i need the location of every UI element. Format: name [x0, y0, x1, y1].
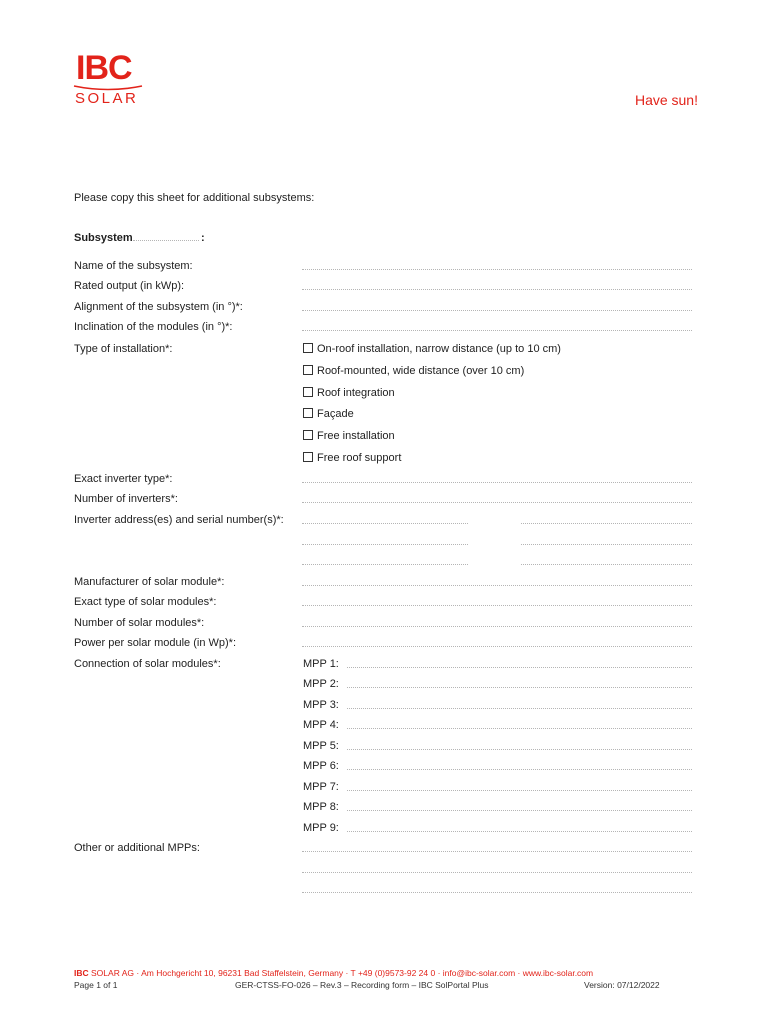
checkbox-icon[interactable]	[303, 343, 313, 353]
mpp-1-field[interactable]	[347, 667, 692, 668]
inverter-count-label: Number of inverters*:	[74, 493, 178, 505]
mpp-3-field[interactable]	[347, 708, 692, 709]
module-manufacturer-label: Manufacturer of solar module*:	[74, 576, 225, 588]
option-on-roof[interactable]: On-roof installation, narrow distance (up to 10 cm)	[303, 342, 561, 356]
alignment-field[interactable]	[302, 310, 692, 311]
inverter-address-field-2b[interactable]	[521, 544, 692, 545]
mpp-6-field[interactable]	[347, 769, 692, 770]
other-mpps-field-1[interactable]	[302, 851, 692, 852]
mpp-7-label: MPP 7:	[303, 781, 339, 793]
footer-company-details: SOLAR AG · Am Hochgericht 10, 96231 Bad Staffelstein, Germany · T +49 (0)9573-92 24 0 · info@ibc-solar.com · www.ibc-solar.com	[91, 968, 594, 978]
mpp-7-field[interactable]	[347, 790, 692, 791]
rated-output-field[interactable]	[302, 289, 692, 290]
name-label: Name of the subsystem:	[74, 260, 193, 272]
checkbox-icon[interactable]	[303, 452, 313, 462]
inverter-address-field-3b[interactable]	[521, 564, 692, 565]
mpp-5-label: MPP 5:	[303, 740, 339, 752]
option-roof-integration[interactable]: Roof integration	[303, 386, 395, 400]
footer-doc-ref: GER-CTSS-FO-026 – Rev.3 – Recording form – IBC SolPortal Plus	[235, 980, 489, 990]
module-type-field[interactable]	[302, 605, 692, 606]
intro-text: Please copy this sheet for additional subsystems:	[74, 192, 315, 204]
slogan: Have sun!	[634, 92, 698, 108]
option-facade[interactable]: Façade	[303, 407, 354, 421]
option-free-roof-support[interactable]: Free roof support	[303, 451, 401, 465]
footer-version: Version: 07/12/2022	[584, 980, 660, 990]
module-power-field[interactable]	[302, 646, 692, 647]
alignment-label: Alignment of the subsystem (in °)*:	[74, 301, 243, 313]
inverter-type-field[interactable]	[302, 482, 692, 483]
inverter-type-label: Exact inverter type*:	[74, 473, 173, 485]
mpp-1-label: MPP 1:	[303, 658, 339, 670]
inverter-address-field-2a[interactable]	[302, 544, 468, 545]
inverter-count-field[interactable]	[302, 502, 692, 503]
module-manufacturer-field[interactable]	[302, 585, 692, 586]
mpp-4-field[interactable]	[347, 728, 692, 729]
mpp-9-field[interactable]	[347, 831, 692, 832]
subsystem-number-field[interactable]	[133, 240, 199, 241]
ibc-solar-logo	[72, 50, 147, 110]
mpp-8-field[interactable]	[347, 810, 692, 811]
checkbox-icon[interactable]	[303, 365, 313, 375]
subsystem-label: Subsystem	[74, 232, 133, 244]
other-mpps-field-3[interactable]	[302, 892, 692, 893]
inclination-label: Inclination of the modules (in °)*:	[74, 321, 233, 333]
checkbox-icon[interactable]	[303, 387, 313, 397]
inclination-field[interactable]	[302, 330, 692, 331]
option-free-installation[interactable]: Free installation	[303, 429, 395, 443]
mpp-4-label: MPP 4:	[303, 719, 339, 731]
module-type-label: Exact type of solar modules*:	[74, 596, 217, 608]
inverter-addresses-label: Inverter address(es) and serial number(s)*:	[74, 514, 284, 526]
footer-brand: IBC	[74, 968, 89, 978]
installation-type-label: Type of installation*:	[74, 343, 173, 355]
mpp-9-label: MPP 9:	[303, 822, 339, 834]
module-count-label: Number of solar modules*:	[74, 617, 205, 629]
mpp-3-label: MPP 3:	[303, 699, 339, 711]
other-mpps-label: Other or additional MPPs:	[74, 842, 200, 854]
footer-company-line	[74, 968, 593, 978]
logo-solar-text: SOLAR	[75, 90, 139, 107]
subsystem-colon: :	[201, 232, 205, 244]
mpp-6-label: MPP 6:	[303, 760, 339, 772]
inverter-address-field-1a[interactable]	[302, 523, 468, 524]
logo-ibc-text: IBC	[76, 49, 132, 87]
name-field[interactable]	[302, 269, 692, 270]
rated-output-label: Rated output (in kWp):	[74, 280, 185, 292]
inverter-address-field-3a[interactable]	[302, 564, 468, 565]
mpp-5-field[interactable]	[347, 749, 692, 750]
module-count-field[interactable]	[302, 626, 692, 627]
footer-page: Page 1 of 1	[74, 980, 118, 990]
checkbox-icon[interactable]	[303, 430, 313, 440]
checkbox-icon[interactable]	[303, 408, 313, 418]
mpp-8-label: MPP 8:	[303, 801, 339, 813]
option-roof-mounted[interactable]: Roof-mounted, wide distance (over 10 cm)	[303, 364, 524, 378]
module-power-label: Power per solar module (in Wp)*:	[74, 637, 237, 649]
mpp-2-field[interactable]	[347, 687, 692, 688]
inverter-address-field-1b[interactable]	[521, 523, 692, 524]
module-connection-label: Connection of solar modules*:	[74, 658, 221, 670]
mpp-2-label: MPP 2:	[303, 678, 339, 690]
other-mpps-field-2[interactable]	[302, 872, 692, 873]
